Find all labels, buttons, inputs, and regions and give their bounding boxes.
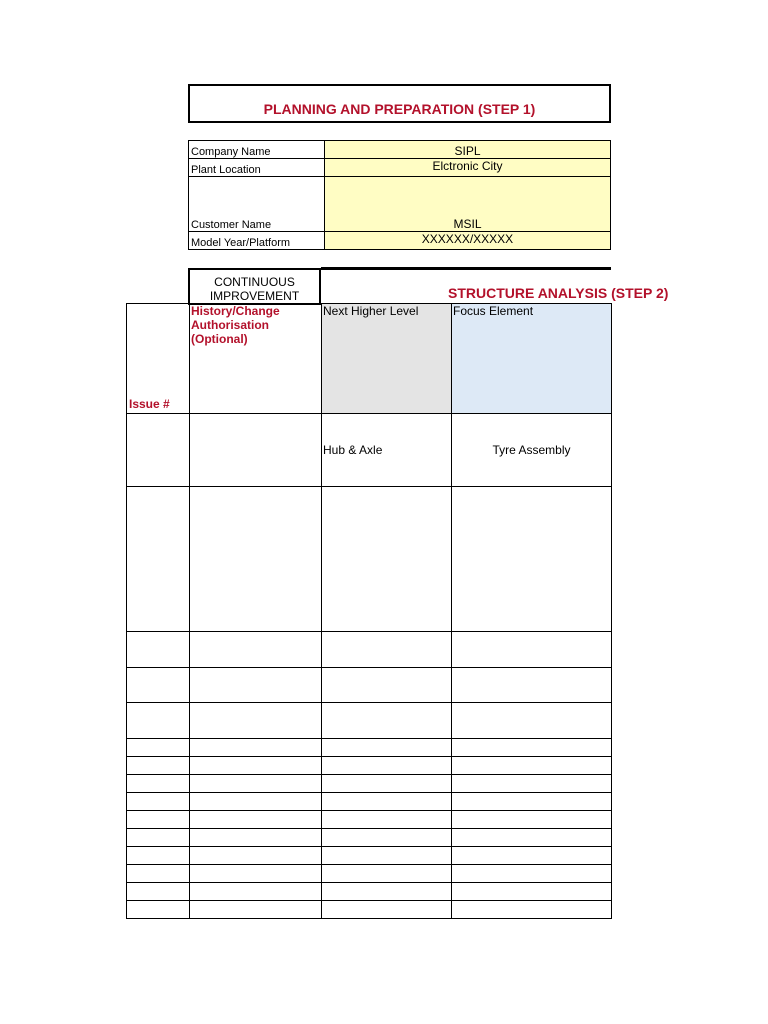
issue-column-header: Issue # — [127, 304, 190, 414]
info-row — [189, 177, 611, 232]
table-row — [127, 757, 612, 775]
table-row — [127, 487, 612, 632]
table-row — [127, 703, 612, 739]
info-label: Plant Location — [189, 159, 325, 177]
focus-element-header: Focus Element — [452, 304, 612, 414]
info-value[interactable]: SIPL — [325, 141, 611, 159]
history-cell[interactable] — [190, 414, 322, 487]
info-value[interactable]: MSIL — [325, 177, 611, 232]
next-higher-level-cell[interactable]: Hub & Axle — [322, 414, 452, 487]
structure-analysis-divider — [321, 267, 611, 270]
table-row — [127, 668, 612, 703]
issue-cell[interactable] — [127, 414, 190, 487]
table-row — [127, 632, 612, 668]
analysis-grid — [126, 303, 612, 919]
title-box — [188, 84, 611, 123]
info-value[interactable]: XXXXXX/XXXXX — [325, 232, 611, 250]
table-row — [127, 883, 612, 901]
info-row — [189, 159, 611, 177]
info-label: Model Year/Platform — [189, 232, 325, 250]
info-row — [189, 141, 611, 159]
continuous-improvement-header: CONTINUOUS IMPROVEMENT — [188, 268, 321, 305]
table-row — [127, 775, 612, 793]
info-label: Company Name — [189, 141, 325, 159]
table-row — [127, 901, 612, 919]
table-row — [127, 829, 612, 847]
focus-element-cell[interactable]: Tyre Assembly — [452, 414, 612, 487]
history-column-header: History/Change Authorisation (Optional) — [190, 304, 322, 414]
table-row — [127, 811, 612, 829]
info-table — [188, 140, 611, 250]
table-row — [127, 414, 612, 487]
info-row — [189, 232, 611, 250]
page-title: PLANNING AND PREPARATION (STEP 1) — [263, 100, 536, 117]
table-row — [127, 865, 612, 883]
info-label: Customer Name — [189, 177, 325, 232]
table-row — [127, 793, 612, 811]
grid-header-row — [127, 304, 612, 414]
table-row — [127, 847, 612, 865]
next-higher-level-header: Next Higher Level — [322, 304, 452, 414]
info-value[interactable]: Elctronic City — [325, 159, 611, 177]
structure-analysis-title: STRUCTURE ANALYSIS (STEP 2) — [448, 285, 669, 301]
table-row — [127, 739, 612, 757]
